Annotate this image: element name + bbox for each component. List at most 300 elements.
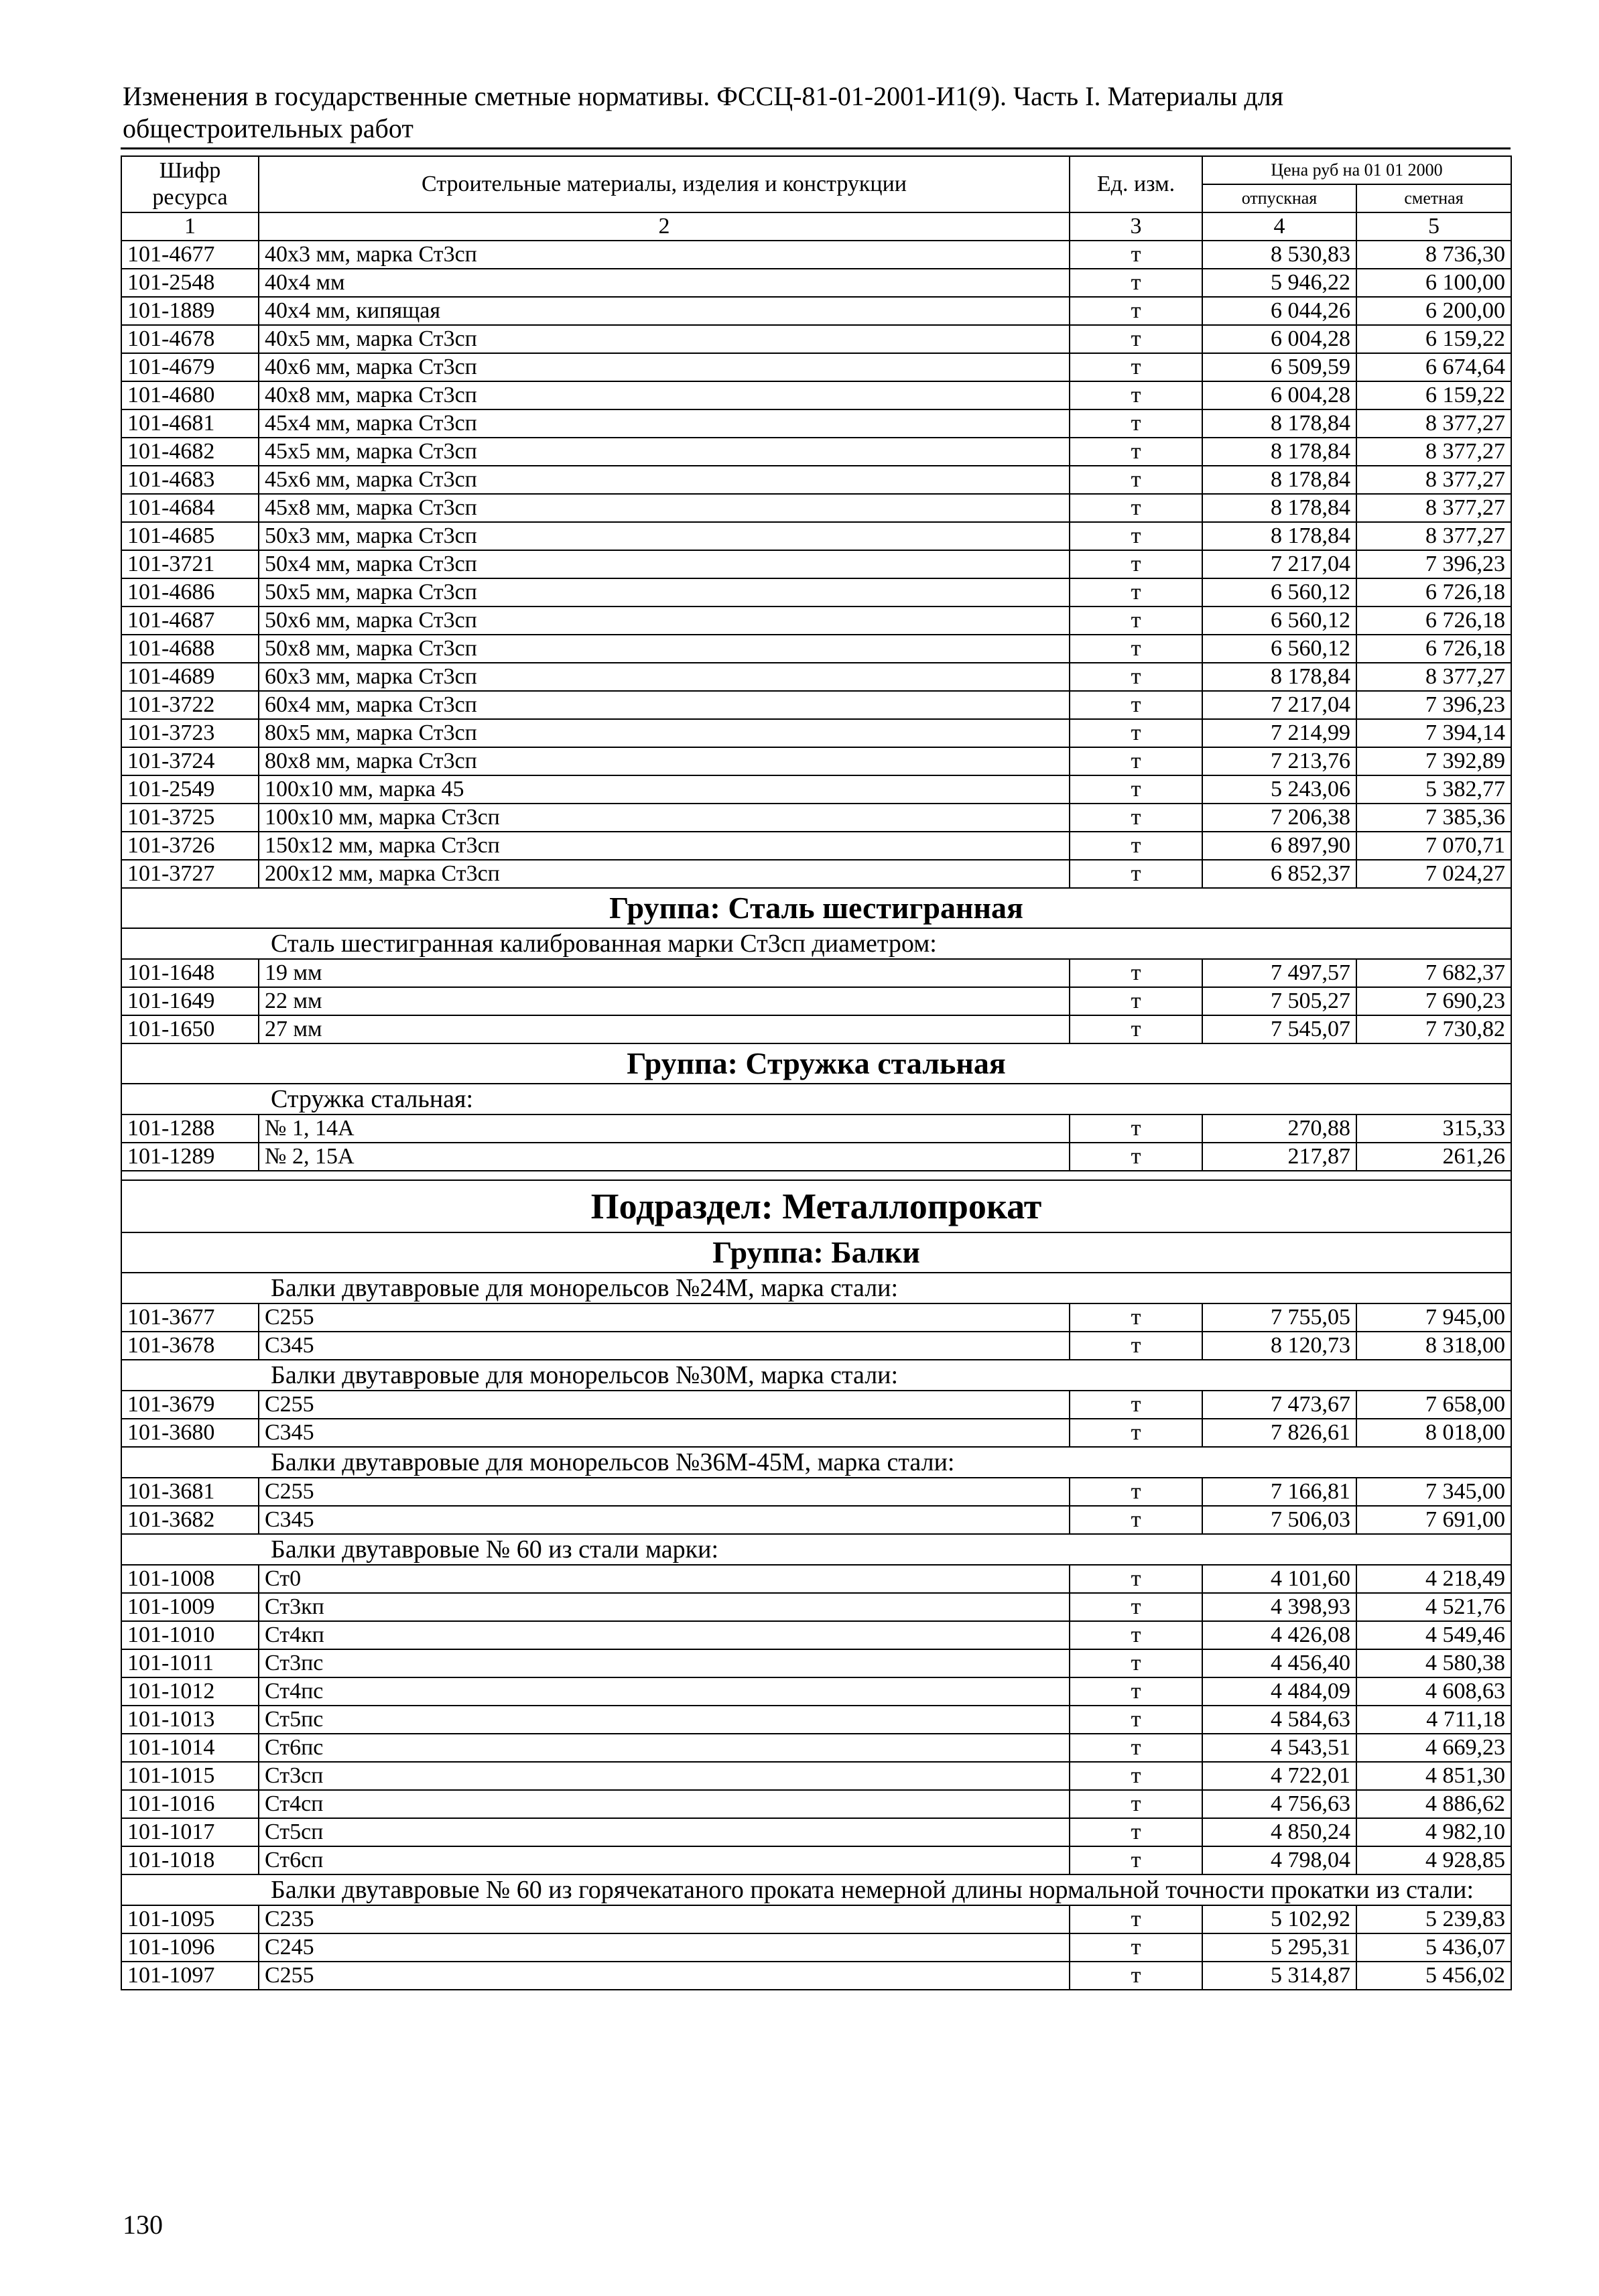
estimate-price: 261,26 [1356,1143,1511,1171]
resource-code: 101-1011 [121,1649,259,1677]
material-name: С345 [259,1506,1070,1534]
resource-code: 101-1014 [121,1734,259,1762]
material-name: 40х3 мм, марка Ст3сп [259,241,1070,269]
resource-code: 101-4684 [121,494,259,522]
unit-cell: т [1070,1790,1202,1818]
group-note: Стружка стальная: [121,1084,1511,1114]
material-name: 80х8 мм, марка Ст3сп [259,747,1070,775]
unit-cell: т [1070,325,1202,353]
group-note-row [121,1084,1511,1114]
resource-code: 101-1008 [121,1565,259,1593]
estimate-price: 4 669,23 [1356,1734,1511,1762]
estimate-price: 5 382,77 [1356,775,1511,804]
table-row [121,691,1511,719]
table-row [121,353,1511,381]
unit-cell: т [1070,1818,1202,1846]
estimate-price: 5 436,07 [1356,1933,1511,1962]
resource-code: 101-4678 [121,325,259,353]
table-row [121,269,1511,297]
group-title: Группа: Сталь шестигранная [121,888,1511,928]
unit-cell: т [1070,1762,1202,1790]
unit-cell: т [1070,860,1202,888]
material-name: Ст5сп [259,1818,1070,1846]
table-row [121,987,1511,1015]
estimate-price: 8 377,27 [1356,409,1511,438]
unit-cell: т [1070,1143,1202,1171]
resource-code: 101-4683 [121,466,259,494]
unit-cell: т [1070,747,1202,775]
estimate-price: 4 928,85 [1356,1846,1511,1874]
release-price: 8 178,84 [1202,522,1356,550]
table-row [121,1419,1511,1447]
estimate-price: 7 682,37 [1356,959,1511,987]
estimate-price: 8 377,27 [1356,522,1511,550]
group-title-row [121,1232,1511,1273]
resource-code: 101-1649 [121,987,259,1015]
estimate-price: 7 691,00 [1356,1506,1511,1534]
unit-cell: т [1070,691,1202,719]
resource-code: 101-3722 [121,691,259,719]
material-name: 80х5 мм, марка Ст3сп [259,719,1070,747]
release-price: 8 178,84 [1202,466,1356,494]
table-row [121,466,1511,494]
unit-cell: т [1070,832,1202,860]
table-row [121,1846,1511,1874]
table-row [121,832,1511,860]
unit-cell: т [1070,466,1202,494]
estimate-price: 315,33 [1356,1114,1511,1143]
material-name: 50х5 мм, марка Ст3сп [259,578,1070,607]
material-name: С255 [259,1391,1070,1419]
spacer-row [121,1171,1511,1180]
release-price: 4 543,51 [1202,1734,1356,1762]
material-name: Ст4сп [259,1790,1070,1818]
group-note: Балки двутавровые № 60 из стали марки: [121,1534,1511,1565]
group-note-row [121,1447,1511,1478]
subsection-title-row [121,1180,1511,1232]
estimate-price: 5 239,83 [1356,1905,1511,1933]
estimate-price: 4 608,63 [1356,1677,1511,1706]
material-name: С255 [259,1478,1070,1506]
table-row [121,1332,1511,1360]
estimate-price: 8 377,27 [1356,663,1511,691]
unit-cell: т [1070,269,1202,297]
unit-cell: т [1070,409,1202,438]
resource-code: 101-4685 [121,522,259,550]
estimate-price: 7 396,23 [1356,691,1511,719]
release-price: 5 102,92 [1202,1905,1356,1933]
estimate-price: 6 726,18 [1356,607,1511,635]
estimate-price: 6 726,18 [1356,578,1511,607]
unit-cell: т [1070,494,1202,522]
unit-cell: т [1070,438,1202,466]
estimate-price: 7 730,82 [1356,1015,1511,1043]
table-row [121,297,1511,325]
table-row [121,1593,1511,1621]
header-unit: Ед. изм. [1070,156,1202,212]
unit-cell: т [1070,1846,1202,1874]
spacer-cell [121,1171,1511,1180]
unit-cell: т [1070,1933,1202,1962]
estimate-price: 8 377,27 [1356,438,1511,466]
unit-cell: т [1070,241,1202,269]
table-row [121,635,1511,663]
estimate-price: 6 159,22 [1356,381,1511,409]
unit-cell: т [1070,804,1202,832]
release-price: 4 398,93 [1202,1593,1356,1621]
release-price: 4 426,08 [1202,1621,1356,1649]
material-name: Ст4кп [259,1621,1070,1649]
material-name: № 1, 14А [259,1114,1070,1143]
group-title-row [121,1043,1511,1084]
estimate-price: 7 945,00 [1356,1303,1511,1332]
material-name: Ст5пс [259,1706,1070,1734]
estimate-price: 7 385,36 [1356,804,1511,832]
unit-cell: т [1070,578,1202,607]
unit-cell: т [1070,1303,1202,1332]
unit-cell: т [1070,663,1202,691]
release-price: 7 473,67 [1202,1391,1356,1419]
resource-code: 101-1010 [121,1621,259,1649]
release-price: 270,88 [1202,1114,1356,1143]
resource-code: 101-4688 [121,635,259,663]
group-title: Группа: Стружка стальная [121,1043,1511,1084]
release-price: 6 560,12 [1202,578,1356,607]
unit-cell: т [1070,987,1202,1015]
resource-code: 101-3727 [121,860,259,888]
table-row [121,860,1511,888]
material-name: 60х3 мм, марка Ст3сп [259,663,1070,691]
unit-cell: т [1070,1905,1202,1933]
unit-cell: т [1070,1478,1202,1506]
group-note: Балки двутавровые для монорельсов №36М-45М, марка стали: [121,1447,1511,1478]
table-row [121,663,1511,691]
release-price: 7 826,61 [1202,1419,1356,1447]
table-row [121,804,1511,832]
estimate-price: 4 580,38 [1356,1649,1511,1677]
estimate-price: 7 024,27 [1356,860,1511,888]
column-numbers-row [121,212,1511,241]
resource-code: 101-1648 [121,959,259,987]
material-name: Ст3пс [259,1649,1070,1677]
material-name: С255 [259,1303,1070,1332]
header-rule [121,147,1511,149]
unit-cell: т [1070,1419,1202,1447]
estimate-price: 4 218,49 [1356,1565,1511,1593]
column-number: 4 [1202,212,1356,241]
unit-cell: т [1070,635,1202,663]
resource-code: 101-2548 [121,269,259,297]
release-price: 8 178,84 [1202,663,1356,691]
resource-code: 101-1288 [121,1114,259,1143]
group-title: Группа: Балки [121,1232,1511,1273]
material-name: С245 [259,1933,1070,1962]
estimate-price: 4 886,62 [1356,1790,1511,1818]
release-price: 7 497,57 [1202,959,1356,987]
estimate-price: 4 521,76 [1356,1593,1511,1621]
resource-code: 101-3726 [121,832,259,860]
release-price: 4 756,63 [1202,1790,1356,1818]
estimate-price: 7 394,14 [1356,719,1511,747]
estimate-price: 8 736,30 [1356,241,1511,269]
page-number: 130 [123,2210,163,2240]
table-row [121,1649,1511,1677]
release-price: 4 456,40 [1202,1649,1356,1677]
table-row [121,438,1511,466]
release-price: 7 545,07 [1202,1015,1356,1043]
material-name: 22 мм [259,987,1070,1015]
unit-cell: т [1070,775,1202,804]
table-row [121,719,1511,747]
release-price: 4 722,01 [1202,1762,1356,1790]
table-row [121,1962,1511,1990]
table-row [121,1478,1511,1506]
release-price: 8 120,73 [1202,1332,1356,1360]
estimate-price: 7 345,00 [1356,1478,1511,1506]
unit-cell: т [1070,1506,1202,1534]
group-note: Сталь шестигранная калиброванная марки Ст3сп диаметром: [121,928,1511,959]
resource-code: 101-1095 [121,1905,259,1933]
unit-cell: т [1070,550,1202,578]
material-name: Ст6пс [259,1734,1070,1762]
estimate-price: 8 377,27 [1356,466,1511,494]
material-name: 45х5 мм, марка Ст3сп [259,438,1070,466]
material-name: № 2, 15А [259,1143,1070,1171]
unit-cell: т [1070,381,1202,409]
release-price: 6 044,26 [1202,297,1356,325]
column-number: 5 [1356,212,1511,241]
release-price: 7 217,04 [1202,550,1356,578]
estimate-price: 4 982,10 [1356,1818,1511,1846]
table-row [121,1506,1511,1534]
table-row [121,494,1511,522]
estimate-price: 6 726,18 [1356,635,1511,663]
table-row [121,1734,1511,1762]
group-note: Балки двутавровые для монорельсов №30М, марка стали: [121,1360,1511,1391]
material-name: 50х6 мм, марка Ст3сп [259,607,1070,635]
material-name: 19 мм [259,959,1070,987]
unit-cell: т [1070,959,1202,987]
resource-code: 101-3677 [121,1303,259,1332]
resource-code: 101-3681 [121,1478,259,1506]
estimate-price: 6 100,00 [1356,269,1511,297]
table-row [121,1905,1511,1933]
table-row [121,1143,1511,1171]
release-price: 8 178,84 [1202,409,1356,438]
release-price: 4 850,24 [1202,1818,1356,1846]
table-row [121,1933,1511,1962]
resource-code: 101-1009 [121,1593,259,1621]
estimate-price: 6 159,22 [1356,325,1511,353]
release-price: 6 004,28 [1202,325,1356,353]
release-price: 7 206,38 [1202,804,1356,832]
estimate-price: 7 392,89 [1356,747,1511,775]
estimate-price: 5 456,02 [1356,1962,1511,1990]
resource-code: 101-3721 [121,550,259,578]
table-row [121,1565,1511,1593]
resource-code: 101-3679 [121,1391,259,1419]
estimate-price: 6 674,64 [1356,353,1511,381]
column-number: 2 [259,212,1070,241]
header-estimate: сметная [1356,184,1511,212]
unit-cell: т [1070,1114,1202,1143]
material-name: 50х8 мм, марка Ст3сп [259,635,1070,663]
estimate-price: 7 690,23 [1356,987,1511,1015]
material-name: С345 [259,1332,1070,1360]
material-name: С235 [259,1905,1070,1933]
resource-code: 101-3682 [121,1506,259,1534]
header-release: отпускная [1202,184,1356,212]
group-note: Балки двутавровые для монорельсов №24М, марка стали: [121,1273,1511,1303]
release-price: 8 178,84 [1202,494,1356,522]
resource-code: 101-3680 [121,1419,259,1447]
unit-cell: т [1070,1962,1202,1990]
group-note-row [121,1360,1511,1391]
resource-code: 101-1015 [121,1762,259,1790]
table-row [121,1303,1511,1332]
table-row [121,1706,1511,1734]
resource-code: 101-1017 [121,1818,259,1846]
resource-code: 101-1012 [121,1677,259,1706]
material-name: 100х10 мм, марка 45 [259,775,1070,804]
table-row [121,325,1511,353]
release-price: 5 946,22 [1202,269,1356,297]
table-row [121,607,1511,635]
unit-cell: т [1070,1565,1202,1593]
material-name: Ст0 [259,1565,1070,1593]
release-price: 217,87 [1202,1143,1356,1171]
release-price: 7 214,99 [1202,719,1356,747]
table-row [121,1391,1511,1419]
table-row [121,1790,1511,1818]
estimate-price: 4 711,18 [1356,1706,1511,1734]
estimate-price: 8 018,00 [1356,1419,1511,1447]
table-row [121,1621,1511,1649]
column-number: 1 [121,212,259,241]
table-row [121,550,1511,578]
resource-code: 101-4680 [121,381,259,409]
release-price: 7 166,81 [1202,1478,1356,1506]
column-number: 3 [1070,212,1202,241]
resource-code: 101-4689 [121,663,259,691]
release-price: 8 178,84 [1202,438,1356,466]
resource-code: 101-4687 [121,607,259,635]
resource-code: 101-1650 [121,1015,259,1043]
release-price: 7 755,05 [1202,1303,1356,1332]
resource-code: 101-4679 [121,353,259,381]
material-name: 40х4 мм [259,269,1070,297]
material-name: 100х10 мм, марка Ст3сп [259,804,1070,832]
table-row [121,747,1511,775]
release-price: 7 217,04 [1202,691,1356,719]
unit-cell: т [1070,1621,1202,1649]
unit-cell: т [1070,719,1202,747]
resource-code: 101-4686 [121,578,259,607]
group-note-row [121,1534,1511,1565]
estimate-price: 7 658,00 [1356,1391,1511,1419]
release-price: 4 101,60 [1202,1565,1356,1593]
group-note-row [121,1874,1511,1905]
table-row [121,775,1511,804]
material-name: Ст3кп [259,1593,1070,1621]
unit-cell: т [1070,1649,1202,1677]
resource-code: 101-4677 [121,241,259,269]
unit-cell: т [1070,1015,1202,1043]
resource-code: 101-4682 [121,438,259,466]
release-price: 4 798,04 [1202,1846,1356,1874]
table-row [121,522,1511,550]
group-note-row [121,1273,1511,1303]
release-price: 7 213,76 [1202,747,1356,775]
document-header: Изменения в государственные сметные нормативы. ФССЦ-81-01-2001-И1(9). Часть I. Материалы для общестроительных работ [123,81,1284,143]
resource-code: 101-3724 [121,747,259,775]
material-name: 40х4 мм, кипящая [259,297,1070,325]
material-name: 50х3 мм, марка Ст3сп [259,522,1070,550]
release-price: 5 243,06 [1202,775,1356,804]
resource-code: 101-1018 [121,1846,259,1874]
material-name: 50х4 мм, марка Ст3сп [259,550,1070,578]
release-price: 4 484,09 [1202,1677,1356,1706]
estimate-price: 6 200,00 [1356,297,1511,325]
material-name: 200х12 мм, марка Ст3сп [259,860,1070,888]
unit-cell: т [1070,1391,1202,1419]
header-price: Цена руб на 01 01 2000 [1202,156,1511,184]
table-row [121,959,1511,987]
header-name: Строительные материалы, изделия и конструкции [259,156,1070,212]
material-name: 27 мм [259,1015,1070,1043]
resource-code: 101-1016 [121,1790,259,1818]
release-price: 7 505,27 [1202,987,1356,1015]
subsection-title: Подраздел: Металлопрокат [121,1180,1511,1232]
material-name: 150х12 мм, марка Ст3сп [259,832,1070,860]
table-row [121,1762,1511,1790]
table-row [121,578,1511,607]
unit-cell: т [1070,1706,1202,1734]
group-note-row [121,928,1511,959]
unit-cell: т [1070,297,1202,325]
price-table [121,155,1512,1990]
material-name: 45х6 мм, марка Ст3сп [259,466,1070,494]
release-price: 6 852,37 [1202,860,1356,888]
material-name: 45х8 мм, марка Ст3сп [259,494,1070,522]
table-row [121,1677,1511,1706]
unit-cell: т [1070,522,1202,550]
material-name: Ст3сп [259,1762,1070,1790]
group-title-row [121,888,1511,928]
estimate-price: 4 851,30 [1356,1762,1511,1790]
material-name: С345 [259,1419,1070,1447]
release-price: 6 560,12 [1202,607,1356,635]
estimate-price: 8 377,27 [1356,494,1511,522]
release-price: 6 509,59 [1202,353,1356,381]
resource-code: 101-3723 [121,719,259,747]
release-price: 7 506,03 [1202,1506,1356,1534]
material-name: 40х8 мм, марка Ст3сп [259,381,1070,409]
material-name: 60х4 мм, марка Ст3сп [259,691,1070,719]
resource-code: 101-1013 [121,1706,259,1734]
material-name: 40х5 мм, марка Ст3сп [259,325,1070,353]
resource-code: 101-3678 [121,1332,259,1360]
resource-code: 101-1097 [121,1962,259,1990]
estimate-price: 4 549,46 [1356,1621,1511,1649]
estimate-price: 8 318,00 [1356,1332,1511,1360]
resource-code: 101-1289 [121,1143,259,1171]
unit-cell: т [1070,1332,1202,1360]
resource-code: 101-4681 [121,409,259,438]
unit-cell: т [1070,1677,1202,1706]
material-name: 45х4 мм, марка Ст3сп [259,409,1070,438]
header-code: Шифр ресурса [121,156,259,212]
